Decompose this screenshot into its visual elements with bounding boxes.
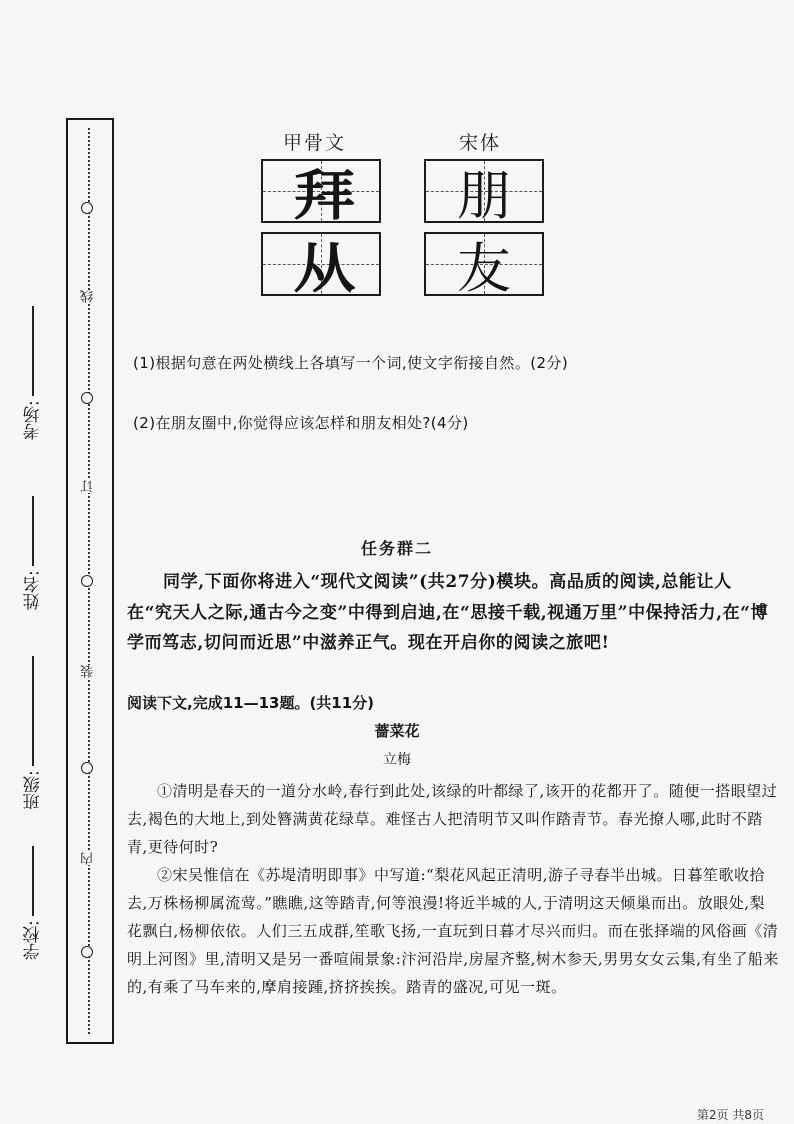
- oracle-char-cell: [261, 159, 381, 227]
- paragraph-1: ①清明是春天的一道分水岭,春行到此处,该绿的叶都绿了,该开的花都开了。随便一搭眼望过去,褐色的大地上,到处簪满黄花绿草。难怪古人把清明节又叫作踏青节。春光撩人哪,此时不踏青,更待何时?: [127, 782, 778, 856]
- binding-hole: [81, 946, 93, 958]
- article-author: 立梅: [383, 752, 411, 768]
- oracle-label: 甲骨文: [283, 132, 347, 154]
- paragraph-2: ②宋吴惟信在《苏堤清明即事》中写道:“梨花风起正清明,游子寻春半出城。日暮笙歌收拾去,万株杨柳属流莺。”瞧瞧,这等踏青,何等浪漫!将近半城的人,于清明这天倾巢而出。放眼处,梨花飘白,杨柳依依。人们三五成群,笙歌飞扬,一直玩到日暮才尽兴而归。而在张择端的风俗画《清明上河图》里,清明又是另一番喧闹景象:汴河沿岸,房屋齐整,树木参天,男男女女云集,有坐了船来的,有乘了马车来的,摩肩接踵,挤挤挨挨。踏青的盛况,可见一斑。: [127, 866, 779, 996]
- song-label: 宋体: [459, 132, 502, 154]
- exam-room-label: 考场:: [23, 400, 44, 440]
- oracle-char: 从: [293, 236, 349, 300]
- task-intro: [127, 567, 777, 659]
- article-title: 薔菜花: [374, 722, 420, 740]
- binding-hole: [81, 392, 93, 404]
- oracle-char-cell: [261, 232, 381, 300]
- school-label: 学校:: [23, 920, 44, 960]
- binding-line-box: [66, 118, 114, 1044]
- class-label: 班级:: [23, 770, 44, 810]
- binding-hole: [81, 575, 93, 587]
- exam-room-field[interactable]: [18, 270, 48, 440]
- binding-char: 内: [81, 852, 96, 865]
- question-1: (1)根据句意在两处横线上各填写一个词,使文字衔接自然。(2分): [133, 354, 569, 372]
- task-group-title: 任务群二: [360, 539, 433, 558]
- binding-char: 线: [81, 290, 96, 303]
- article-body: [127, 777, 779, 1001]
- binding-hole: [81, 202, 93, 214]
- task-intro-text: 同学,下面你将进入“现代文阅读”(共27分)模块。高品质的阅读,总能让人在“究天人之际,通古今之变”中得到启迪,在“思接千载,视通万里”中保持活力,在“博学而笃志,切问而近思”中滋养正气。现在开启你的阅读之旅吧!: [127, 572, 769, 653]
- question-2: (2)在朋友圈中,你觉得应该怎样和朋友相处?(4分): [133, 414, 469, 432]
- song-char-cell: [424, 232, 544, 300]
- song-char: 友: [457, 236, 511, 300]
- binding-char: 订: [81, 480, 96, 493]
- song-char-cell: [424, 159, 544, 227]
- school-field[interactable]: [18, 830, 48, 960]
- reading-instruction: 阅读下文,完成11—13题。(共11分): [127, 694, 375, 712]
- oracle-char: 拜: [293, 163, 349, 227]
- name-label: 姓名:: [23, 570, 44, 610]
- binding-char: 装: [81, 665, 96, 678]
- page-footer: 第2页 共8页: [696, 1108, 764, 1122]
- song-char: 朋: [457, 163, 511, 227]
